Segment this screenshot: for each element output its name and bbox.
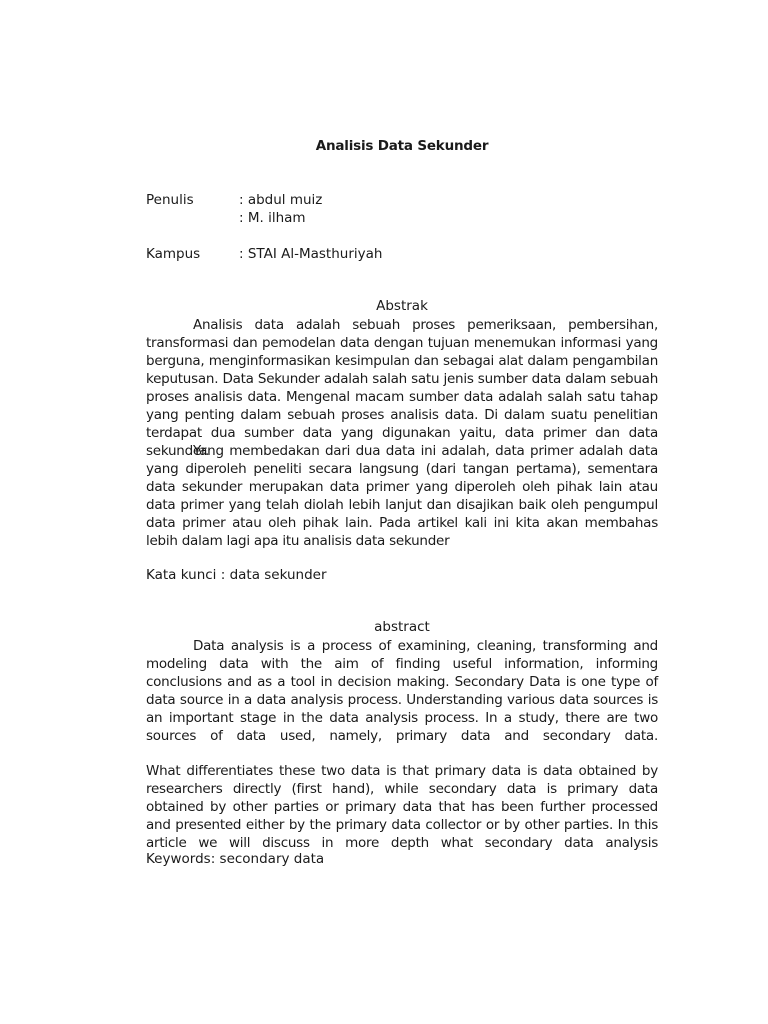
campus-row <box>146 245 382 263</box>
document-title: Analisis Data Sekunder <box>315 138 489 154</box>
author-name-1: : abdul muiz <box>239 192 323 208</box>
authors-label: Penulis <box>146 192 194 208</box>
keywords: Keywords: secondary data <box>146 851 325 867</box>
campus-label: Kampus <box>146 246 201 262</box>
author-row-1 <box>146 191 322 209</box>
abstract-heading: abstract <box>374 619 430 635</box>
campus-value: : STAI Al-Masthuriyah <box>239 246 383 262</box>
author-name-2: : M. ilham <box>239 210 306 226</box>
abstrak-heading: Abstrak <box>376 298 428 314</box>
abstract-paragraph-2: What differentiates these two data is that primary data is data obtained by researchers directly (first hand), while secondary data is primary data obtained by other parties or primary data that has been further processed and presented either by the primary data collector or by other parties. In this article we will discuss in more depth what secondary data analysis <box>146 763 658 851</box>
author-row-2 <box>146 209 306 227</box>
abstrak-paragraph-1: Analisis data adalah sebuah proses pemeriksaan, pembersihan, transformasi dan pemodelan data dengan tujuan menemukan informasi yang berguna, menginformasikan kesimpulan dan sebagai alat dalam pengambilan keputusan. Data Sekunder adalah salah satu jenis sumber data dalam sebuah proses analisis data. Mengenal macam sumber data adalah salah satu tahap yang penting dalam sebuah proses analisis data. Di dalam suatu penelitian terdapat dua sumber data yang digunakan yaitu, data primer dan data sekunder. <box>146 317 658 459</box>
kata-kunci: Kata kunci : data sekunder <box>146 567 327 583</box>
abstract-paragraph-1: Data analysis is a process of examining, cleaning, transforming and modeling data with the aim of finding useful information, informing conclusions and as a tool in decision making. Secondary Data is one type of data source in a data analysis process. Understanding various data sources is an important stage in the data analysis process. In a study, there are two sources of data used, namely, primary data and secondary data. <box>146 638 658 744</box>
abstrak-paragraph-2: Yang membedakan dari dua data ini adalah, data primer adalah data yang diperoleh peneliti secara langsung (dari tangan pertama), sementara data sekunder merupakan data primer yang diperoleh oleh pihak lain atau data primer yang telah diolah lebih lanjut dan disajikan baik oleh pengumpul data primer atau oleh pihak lain. Pada artikel kali ini kita akan membahas lebih dalam lagi apa itu analisis data sekunder <box>146 443 658 549</box>
